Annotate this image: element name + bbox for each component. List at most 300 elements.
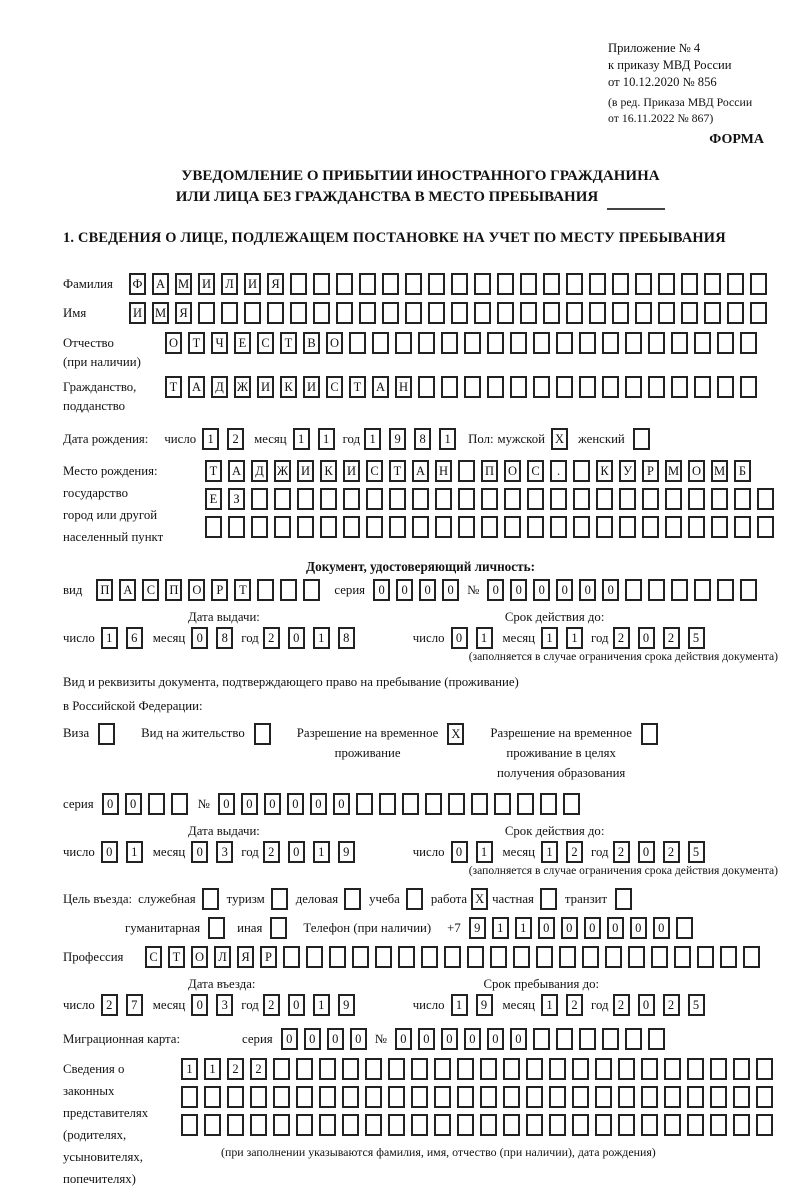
form-cell[interactable] xyxy=(619,488,636,510)
form-cell[interactable] xyxy=(717,332,734,354)
form-cell[interactable] xyxy=(527,488,544,510)
surname-input[interactable] xyxy=(129,273,767,295)
form-cell[interactable] xyxy=(205,516,222,538)
residence-permit-checkbox[interactable] xyxy=(254,723,271,745)
form-cell[interactable]: 0 xyxy=(350,1028,367,1050)
form-cell[interactable] xyxy=(635,273,652,295)
form-cell[interactable] xyxy=(181,1086,198,1108)
form-cell[interactable]: Н xyxy=(395,376,412,398)
form-cell[interactable] xyxy=(566,273,583,295)
form-cell[interactable] xyxy=(198,302,215,324)
birth-day-input[interactable] xyxy=(202,428,244,450)
form-cell[interactable] xyxy=(273,1114,290,1136)
form-cell[interactable] xyxy=(579,332,596,354)
form-cell[interactable] xyxy=(573,516,590,538)
form-cell[interactable] xyxy=(750,273,767,295)
representatives-row-2[interactable] xyxy=(181,1086,773,1108)
form-cell[interactable] xyxy=(481,516,498,538)
form-cell[interactable] xyxy=(497,302,514,324)
form-cell[interactable]: 1 xyxy=(204,1058,221,1080)
form-cell[interactable] xyxy=(602,376,619,398)
form-cell[interactable]: 5 xyxy=(688,994,705,1016)
form-cell[interactable] xyxy=(202,888,219,910)
form-cell[interactable]: 0 xyxy=(487,579,504,601)
form-cell[interactable] xyxy=(543,273,560,295)
form-cell[interactable] xyxy=(227,1086,244,1108)
form-cell[interactable] xyxy=(365,1086,382,1108)
form-cell[interactable]: И xyxy=(198,273,215,295)
form-cell[interactable] xyxy=(458,516,475,538)
form-cell[interactable]: С xyxy=(257,332,274,354)
form-cell[interactable]: 0 xyxy=(630,917,647,939)
form-cell[interactable]: С xyxy=(142,579,159,601)
doc-issue-month[interactable] xyxy=(191,627,233,649)
form-cell[interactable] xyxy=(605,946,622,968)
form-cell[interactable] xyxy=(395,332,412,354)
form-cell[interactable] xyxy=(273,1086,290,1108)
form-cell[interactable]: 0 xyxy=(451,841,468,863)
form-cell[interactable]: 1 xyxy=(313,994,330,1016)
form-cell[interactable] xyxy=(474,302,491,324)
form-cell[interactable] xyxy=(648,376,665,398)
form-cell[interactable]: А xyxy=(152,273,169,295)
form-cell[interactable]: О xyxy=(326,332,343,354)
sex-male-checkbox[interactable] xyxy=(551,428,568,450)
form-cell[interactable]: О xyxy=(504,460,521,482)
form-cell[interactable] xyxy=(388,1114,405,1136)
form-cell[interactable]: 9 xyxy=(469,917,486,939)
form-cell[interactable]: 0 xyxy=(510,579,527,601)
citizenship-input[interactable] xyxy=(165,376,757,398)
form-cell[interactable]: 0 xyxy=(441,1028,458,1050)
form-cell[interactable]: 0 xyxy=(607,917,624,939)
form-cell[interactable]: 0 xyxy=(538,917,555,939)
form-cell[interactable]: 1 xyxy=(181,1058,198,1080)
form-cell[interactable]: 0 xyxy=(653,917,670,939)
form-cell[interactable] xyxy=(717,376,734,398)
form-cell[interactable] xyxy=(504,488,521,510)
form-cell[interactable]: 0 xyxy=(191,841,208,863)
form-cell[interactable] xyxy=(273,1058,290,1080)
profession-input[interactable] xyxy=(145,946,760,968)
form-cell[interactable] xyxy=(540,888,557,910)
form-cell[interactable] xyxy=(572,1114,589,1136)
form-cell[interactable] xyxy=(750,302,767,324)
form-cell[interactable]: 0 xyxy=(327,1028,344,1050)
form-cell[interactable] xyxy=(596,488,613,510)
form-cell[interactable] xyxy=(494,793,511,815)
form-cell[interactable]: 0 xyxy=(288,994,305,1016)
form-cell[interactable] xyxy=(536,946,553,968)
form-cell[interactable] xyxy=(687,1086,704,1108)
form-cell[interactable]: К xyxy=(320,460,337,482)
form-cell[interactable] xyxy=(250,1114,267,1136)
birth-year-input[interactable] xyxy=(364,428,456,450)
entry-year[interactable] xyxy=(263,994,355,1016)
form-cell[interactable] xyxy=(343,516,360,538)
form-cell[interactable]: 0 xyxy=(102,793,119,815)
form-cell[interactable] xyxy=(676,917,693,939)
form-cell[interactable] xyxy=(664,1086,681,1108)
form-cell[interactable] xyxy=(550,516,567,538)
form-cell[interactable] xyxy=(421,946,438,968)
purpose-business-checkbox[interactable] xyxy=(344,888,361,910)
form-cell[interactable] xyxy=(733,1114,750,1136)
form-cell[interactable]: А xyxy=(188,376,205,398)
form-cell[interactable]: 0 xyxy=(561,917,578,939)
stay-number-input[interactable] xyxy=(218,793,580,815)
form-cell[interactable] xyxy=(589,273,606,295)
form-cell[interactable] xyxy=(704,302,721,324)
form-cell[interactable] xyxy=(352,946,369,968)
stay-expiry-year[interactable] xyxy=(613,841,705,863)
form-cell[interactable] xyxy=(710,1058,727,1080)
form-cell[interactable] xyxy=(389,488,406,510)
form-cell[interactable]: П xyxy=(165,579,182,601)
form-cell[interactable]: О xyxy=(191,946,208,968)
form-cell[interactable] xyxy=(681,302,698,324)
form-cell[interactable] xyxy=(359,302,376,324)
form-cell[interactable] xyxy=(290,273,307,295)
form-cell[interactable] xyxy=(727,302,744,324)
form-cell[interactable]: О xyxy=(165,332,182,354)
form-cell[interactable]: А xyxy=(228,460,245,482)
form-cell[interactable] xyxy=(366,488,383,510)
form-cell[interactable]: Д xyxy=(211,376,228,398)
form-cell[interactable]: 1 xyxy=(439,428,456,450)
form-cell[interactable] xyxy=(510,332,527,354)
form-cell[interactable] xyxy=(329,946,346,968)
form-cell[interactable]: 0 xyxy=(584,917,601,939)
form-cell[interactable]: О xyxy=(188,579,205,601)
form-cell[interactable] xyxy=(710,1114,727,1136)
form-cell[interactable] xyxy=(694,376,711,398)
form-cell[interactable] xyxy=(457,1086,474,1108)
form-cell[interactable]: 0 xyxy=(264,793,281,815)
form-cell[interactable] xyxy=(615,888,632,910)
form-cell[interactable] xyxy=(270,917,287,939)
form-cell[interactable]: 0 xyxy=(487,1028,504,1050)
form-cell[interactable] xyxy=(411,1086,428,1108)
form-cell[interactable] xyxy=(320,516,337,538)
form-cell[interactable] xyxy=(296,1086,313,1108)
form-cell[interactable] xyxy=(602,332,619,354)
form-cell[interactable] xyxy=(642,516,659,538)
form-cell[interactable]: 2 xyxy=(613,841,630,863)
form-cell[interactable]: 1 xyxy=(515,917,532,939)
birth-month-input[interactable] xyxy=(293,428,335,450)
form-cell[interactable] xyxy=(694,332,711,354)
form-cell[interactable] xyxy=(572,1086,589,1108)
form-cell[interactable] xyxy=(451,273,468,295)
form-cell[interactable] xyxy=(372,332,389,354)
form-cell[interactable] xyxy=(336,302,353,324)
form-cell[interactable]: 0 xyxy=(288,841,305,863)
migration-series-input[interactable] xyxy=(281,1028,367,1050)
form-cell[interactable] xyxy=(467,946,484,968)
form-cell[interactable]: 0 xyxy=(556,579,573,601)
form-cell[interactable] xyxy=(756,1086,773,1108)
form-cell[interactable]: 0 xyxy=(419,579,436,601)
form-cell[interactable]: 0 xyxy=(395,1028,412,1050)
form-cell[interactable] xyxy=(628,946,645,968)
form-cell[interactable] xyxy=(204,1114,221,1136)
form-cell[interactable]: 0 xyxy=(125,793,142,815)
form-cell[interactable]: Ч xyxy=(211,332,228,354)
form-cell[interactable]: Д xyxy=(251,460,268,482)
form-cell[interactable]: Т xyxy=(188,332,205,354)
form-cell[interactable] xyxy=(228,516,245,538)
form-cell[interactable] xyxy=(573,460,590,482)
form-cell[interactable] xyxy=(559,946,576,968)
form-cell[interactable]: 0 xyxy=(533,579,550,601)
form-cell[interactable]: 1 xyxy=(364,428,381,450)
form-cell[interactable] xyxy=(727,273,744,295)
form-cell[interactable] xyxy=(448,793,465,815)
form-cell[interactable]: С xyxy=(145,946,162,968)
form-cell[interactable] xyxy=(181,1114,198,1136)
form-cell[interactable]: 2 xyxy=(227,428,244,450)
form-cell[interactable]: М xyxy=(175,273,192,295)
form-cell[interactable]: Ж xyxy=(274,460,291,482)
form-cell[interactable] xyxy=(359,273,376,295)
form-cell[interactable] xyxy=(418,332,435,354)
form-cell[interactable] xyxy=(756,1114,773,1136)
form-cell[interactable] xyxy=(641,1114,658,1136)
form-cell[interactable] xyxy=(336,273,353,295)
form-cell[interactable] xyxy=(227,1114,244,1136)
form-cell[interactable] xyxy=(303,579,320,601)
form-cell[interactable]: О xyxy=(688,460,705,482)
form-cell[interactable]: 2 xyxy=(663,627,680,649)
form-cell[interactable] xyxy=(428,302,445,324)
form-cell[interactable]: П xyxy=(481,460,498,482)
form-cell[interactable] xyxy=(428,273,445,295)
form-cell[interactable] xyxy=(296,1114,313,1136)
form-cell[interactable] xyxy=(704,273,721,295)
form-cell[interactable]: 0 xyxy=(638,994,655,1016)
form-cell[interactable] xyxy=(648,579,665,601)
form-cell[interactable] xyxy=(365,1058,382,1080)
form-cell[interactable] xyxy=(412,488,429,510)
form-cell[interactable] xyxy=(406,888,423,910)
form-cell[interactable] xyxy=(618,1086,635,1108)
form-cell[interactable] xyxy=(756,1058,773,1080)
form-cell[interactable]: С xyxy=(366,460,383,482)
stay-expiry-day[interactable] xyxy=(451,841,493,863)
purpose-official-checkbox[interactable] xyxy=(202,888,219,910)
form-cell[interactable]: 0 xyxy=(638,841,655,863)
form-cell[interactable] xyxy=(517,793,534,815)
form-cell[interactable] xyxy=(389,516,406,538)
form-cell[interactable] xyxy=(549,1114,566,1136)
form-cell[interactable]: 0 xyxy=(218,793,235,815)
form-cell[interactable]: И xyxy=(343,460,360,482)
stay-issue-day[interactable] xyxy=(101,841,143,863)
form-cell[interactable] xyxy=(382,273,399,295)
form-cell[interactable]: Н xyxy=(435,460,452,482)
form-cell[interactable]: 9 xyxy=(389,428,406,450)
form-cell[interactable] xyxy=(687,1058,704,1080)
form-cell[interactable] xyxy=(757,516,774,538)
form-cell[interactable]: X xyxy=(551,428,568,450)
stay-issue-year[interactable] xyxy=(263,841,355,863)
form-cell[interactable] xyxy=(319,1058,336,1080)
patronymic-input[interactable] xyxy=(165,332,757,354)
form-cell[interactable]: М xyxy=(665,460,682,482)
form-cell[interactable]: 1 xyxy=(101,627,118,649)
form-cell[interactable] xyxy=(671,579,688,601)
form-cell[interactable] xyxy=(665,516,682,538)
form-cell[interactable] xyxy=(398,946,415,968)
form-cell[interactable] xyxy=(480,1114,497,1136)
form-cell[interactable] xyxy=(458,488,475,510)
purpose-tourism-checkbox[interactable] xyxy=(271,888,288,910)
visa-checkbox[interactable] xyxy=(98,723,115,745)
form-cell[interactable] xyxy=(313,302,330,324)
form-cell[interactable]: Я xyxy=(267,273,284,295)
form-cell[interactable]: 5 xyxy=(688,841,705,863)
form-cell[interactable] xyxy=(648,332,665,354)
form-cell[interactable] xyxy=(254,723,271,745)
form-cell[interactable] xyxy=(526,1058,543,1080)
form-cell[interactable] xyxy=(319,1114,336,1136)
stay-issue-month[interactable] xyxy=(191,841,233,863)
form-cell[interactable] xyxy=(533,332,550,354)
form-cell[interactable]: И xyxy=(303,376,320,398)
form-cell[interactable]: П xyxy=(96,579,113,601)
form-cell[interactable] xyxy=(251,488,268,510)
form-cell[interactable] xyxy=(520,302,537,324)
form-cell[interactable] xyxy=(257,579,274,601)
form-cell[interactable]: 0 xyxy=(191,627,208,649)
form-cell[interactable]: 2 xyxy=(263,994,280,1016)
form-cell[interactable] xyxy=(250,1086,267,1108)
form-cell[interactable] xyxy=(687,1114,704,1136)
form-cell[interactable]: Р xyxy=(642,460,659,482)
form-cell[interactable]: 0 xyxy=(333,793,350,815)
form-cell[interactable] xyxy=(757,488,774,510)
doc-issue-year[interactable] xyxy=(263,627,355,649)
form-cell[interactable] xyxy=(365,1114,382,1136)
form-cell[interactable]: С xyxy=(527,460,544,482)
form-cell[interactable]: 1 xyxy=(318,428,335,450)
form-cell[interactable]: 2 xyxy=(227,1058,244,1080)
form-cell[interactable]: 1 xyxy=(541,994,558,1016)
form-cell[interactable]: 2 xyxy=(566,994,583,1016)
form-cell[interactable] xyxy=(602,1028,619,1050)
form-cell[interactable] xyxy=(280,579,297,601)
form-cell[interactable] xyxy=(313,273,330,295)
form-cell[interactable] xyxy=(244,302,261,324)
form-cell[interactable] xyxy=(457,1058,474,1080)
form-cell[interactable] xyxy=(720,946,737,968)
form-cell[interactable] xyxy=(497,273,514,295)
form-cell[interactable] xyxy=(356,793,373,815)
form-cell[interactable] xyxy=(520,273,537,295)
form-cell[interactable] xyxy=(697,946,714,968)
form-cell[interactable] xyxy=(471,793,488,815)
form-cell[interactable]: 0 xyxy=(442,579,459,601)
form-cell[interactable] xyxy=(221,302,238,324)
form-cell[interactable]: 1 xyxy=(541,627,558,649)
form-cell[interactable]: 2 xyxy=(263,627,280,649)
form-cell[interactable]: 0 xyxy=(281,1028,298,1050)
form-cell[interactable] xyxy=(405,273,422,295)
form-cell[interactable] xyxy=(543,302,560,324)
phone-input[interactable] xyxy=(469,917,693,939)
form-cell[interactable] xyxy=(618,1058,635,1080)
form-cell[interactable] xyxy=(582,946,599,968)
form-cell[interactable]: 0 xyxy=(451,627,468,649)
form-cell[interactable] xyxy=(411,1114,428,1136)
form-cell[interactable] xyxy=(296,1058,313,1080)
stay-until-year[interactable] xyxy=(613,994,705,1016)
form-cell[interactable] xyxy=(694,579,711,601)
form-cell[interactable]: В xyxy=(303,332,320,354)
entry-day[interactable] xyxy=(101,994,143,1016)
form-cell[interactable] xyxy=(343,488,360,510)
purpose-humanitarian-checkbox[interactable] xyxy=(208,917,225,939)
form-cell[interactable] xyxy=(342,1086,359,1108)
doc-expiry-day[interactable] xyxy=(451,627,493,649)
form-cell[interactable] xyxy=(527,516,544,538)
form-cell[interactable] xyxy=(633,428,650,450)
form-cell[interactable]: Я xyxy=(237,946,254,968)
form-cell[interactable]: Л xyxy=(214,946,231,968)
form-cell[interactable] xyxy=(595,1114,612,1136)
purpose-work-checkbox[interactable] xyxy=(471,888,488,910)
form-cell[interactable] xyxy=(411,1058,428,1080)
form-cell[interactable] xyxy=(589,302,606,324)
form-cell[interactable] xyxy=(464,332,481,354)
form-cell[interactable] xyxy=(671,332,688,354)
form-cell[interactable] xyxy=(251,516,268,538)
form-cell[interactable]: X xyxy=(447,723,464,745)
form-cell[interactable] xyxy=(734,516,751,538)
doc-issue-day[interactable] xyxy=(101,627,143,649)
temp-residence-permit-checkbox[interactable] xyxy=(447,723,464,745)
form-cell[interactable]: Т xyxy=(280,332,297,354)
form-cell[interactable]: Ф xyxy=(129,273,146,295)
form-cell[interactable]: 2 xyxy=(566,841,583,863)
form-cell[interactable] xyxy=(464,376,481,398)
form-cell[interactable] xyxy=(441,376,458,398)
form-cell[interactable] xyxy=(375,946,392,968)
form-cell[interactable] xyxy=(734,488,751,510)
form-cell[interactable] xyxy=(533,376,550,398)
form-cell[interactable]: 9 xyxy=(338,841,355,863)
form-cell[interactable] xyxy=(290,302,307,324)
form-cell[interactable] xyxy=(267,302,284,324)
form-cell[interactable]: Т xyxy=(165,376,182,398)
form-cell[interactable]: 2 xyxy=(663,994,680,1016)
form-cell[interactable]: 1 xyxy=(293,428,310,450)
form-cell[interactable] xyxy=(306,946,323,968)
form-cell[interactable] xyxy=(740,332,757,354)
form-cell[interactable]: Е xyxy=(205,488,222,510)
form-cell[interactable] xyxy=(444,946,461,968)
form-cell[interactable]: Т xyxy=(205,460,222,482)
form-cell[interactable] xyxy=(204,1086,221,1108)
form-cell[interactable]: 6 xyxy=(126,627,143,649)
form-cell[interactable] xyxy=(388,1058,405,1080)
form-cell[interactable]: 7 xyxy=(126,994,143,1016)
form-cell[interactable] xyxy=(405,302,422,324)
representatives-row-3[interactable] xyxy=(181,1114,773,1136)
form-cell[interactable] xyxy=(98,723,115,745)
form-cell[interactable] xyxy=(487,376,504,398)
